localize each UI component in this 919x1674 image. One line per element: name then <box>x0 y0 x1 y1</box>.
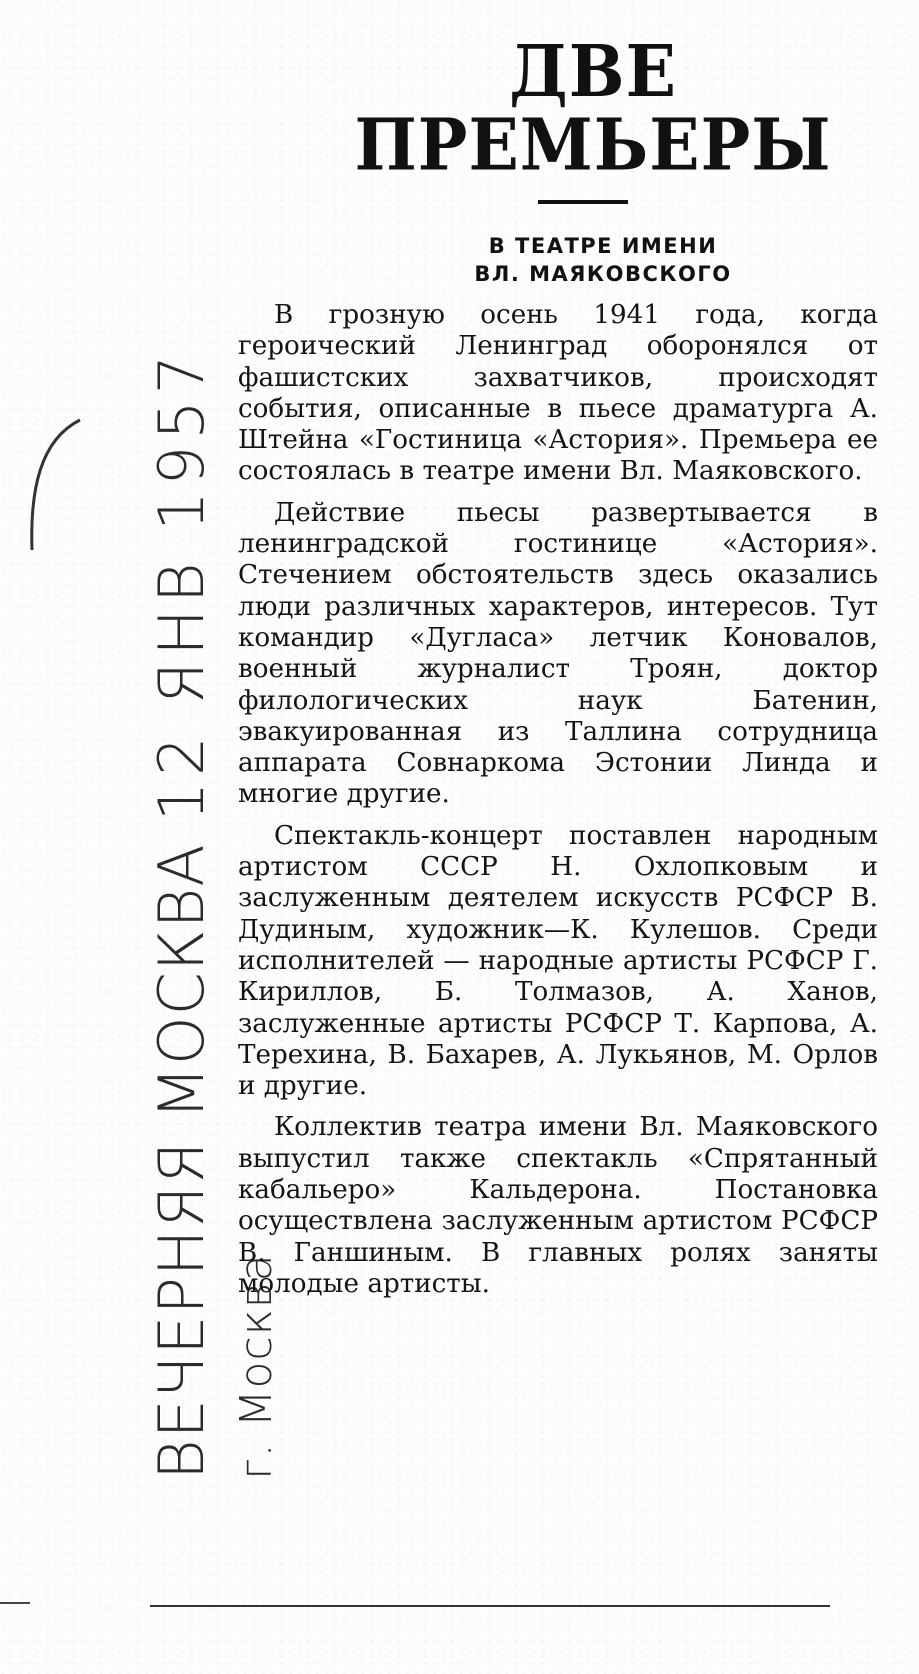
stamp-arc-icon <box>10 410 90 560</box>
headline-line-1: ДВЕ <box>509 29 677 114</box>
article-body <box>238 300 878 1300</box>
clipping-edge-mark <box>0 1602 30 1604</box>
stamp-newspaper-name: ВЕЧЕРНЯЯ МОСКВА <box>145 843 218 1480</box>
stamp-date: 12 ЯНВ 1957 <box>145 348 218 822</box>
paragraph-3: Спектакль-концерт поставлен народным артистом СССР Н. Охлопковым и заслуженным деятелем искусств РСФСР В. Дудиным, художник—К. Кулешов. Среди исполнителей — народные артисты РСФСР Г. Кириллов, Б. Толмазов, А. Ханов, заслуженные артисты РСФСР Т. Карпова, А. Терехина, В. Бахарев, А. Лукьянов, М. Орлов и другие. <box>238 820 878 1102</box>
article <box>238 29 878 1310</box>
stamp-newspaper-line <box>145 349 218 1480</box>
subheading-line-2: ВЛ. МАЯКОВСКОГО <box>474 262 732 286</box>
bottom-divider <box>150 1605 830 1607</box>
paragraph-1: В грозную осень 1941 года, когда героический Ленинград оборонялся от фашистских захватчиков, происходят события, описанные в пьесе драматурга А. Штейна «Гостиница «Астория». Премьера ее состоялась в театре имени Вл. Маяковского. <box>238 300 878 487</box>
stamp-city: г. Москва <box>231 1253 282 1480</box>
headline <box>308 29 878 187</box>
paragraph-2: Действие пьесы развертывается в ленинградской гостинице «Астория». Стечением обстоятельств здесь оказались люди различных характеров, интересов. Тут командир «Дугласа» летчик Коновалов, военный журналист Троян, доктор филологических наук Батенин, эвакуированная из Таллина сотрудница аппарата Совнаркома Эстонии Линда и многие другие. <box>238 497 878 810</box>
headline-divider <box>538 200 628 204</box>
subheading-line-1: В ТЕАТРЕ ИМЕНИ <box>488 234 718 258</box>
headline-line-2: ПРЕМЬЕРЫ <box>354 102 832 187</box>
paragraph-4: Коллектив театра имени Вл. Маяковского выпустил также спектакль «Спрятанный кабальеро» Кальдерона. Постановка осуществлена заслуженным артистом РСФСР В. Ганшиным. В главных ролях заняты молодые артисты. <box>238 1112 878 1299</box>
subheading <box>328 232 878 288</box>
